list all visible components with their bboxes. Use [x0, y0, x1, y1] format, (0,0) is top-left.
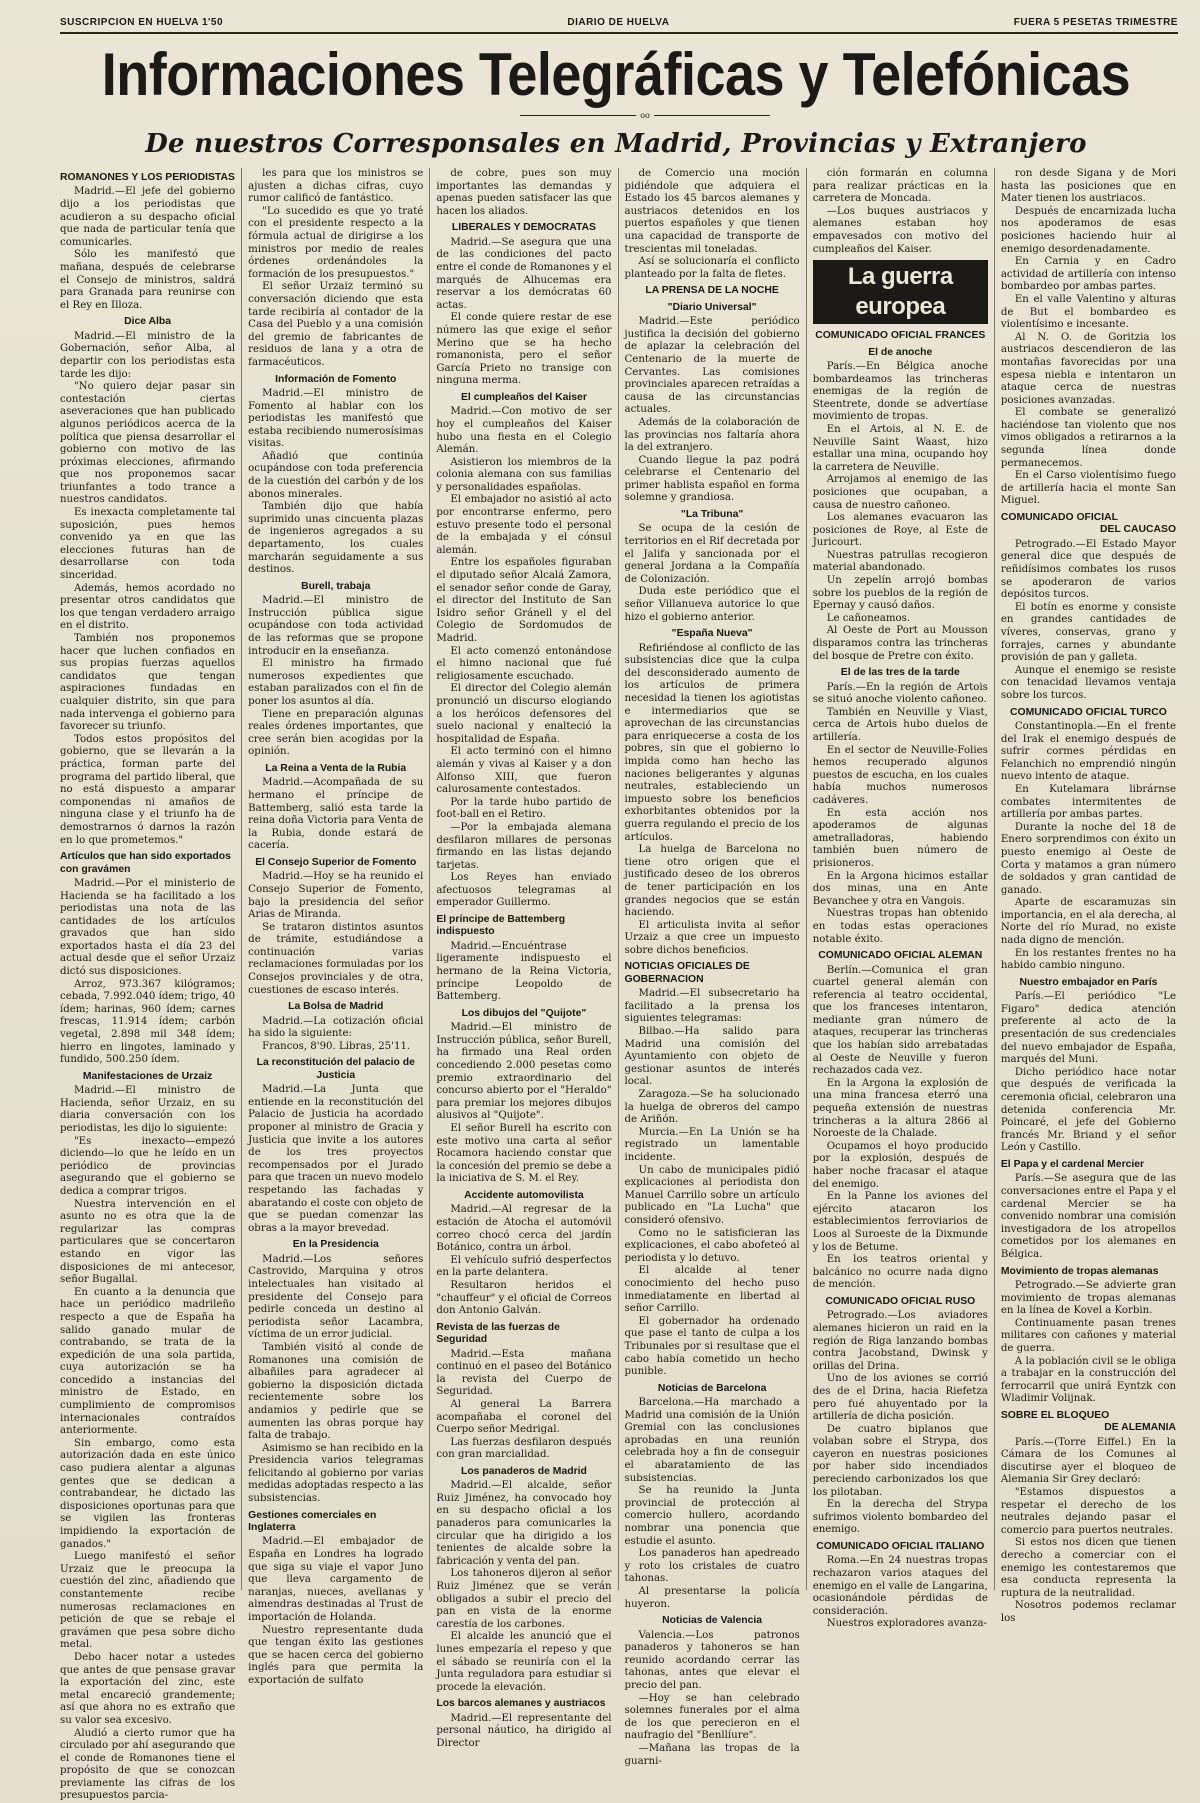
paragraph: Madrid.—El ministro de la Gobernación, señor Alba, al departir con los periodistas esta tarde les dijo:: [60, 331, 235, 381]
paragraph: —Los buques austriacos y alemanes estaban hoy empavesados con motivo del cumpleaños del Kaiser.: [813, 206, 988, 256]
paragraph: El conde quiere restar de ese número las que exige el señor Merino que se ha hecho romanonista, pero el señor García Prieto no transige con ninguna merma.: [436, 312, 611, 388]
headline: La Reina a Venta de la Rubia: [248, 763, 423, 775]
paragraph: Al presentarse la policía huyeron.: [625, 1586, 800, 1611]
paragraph: El ministro ha firmado numerosos expedientes que estaban paralizados con el fin de poner los asuntos al día.: [248, 658, 423, 708]
paragraph: "No quiero dejar pasar sin contestación ciertas aseveraciones que han publicado algunos periódicos acerca de la política que piensa desarrollar el gobierno con motivo de las próximas elecciones, afirmando que nos proponemos sacar triunfantes a todo trance a nuestros candidatos.: [60, 381, 235, 507]
headline: En la Presidencia: [248, 1239, 423, 1251]
paragraph: Dicho periódico hace notar que después de verificada la ceremonia oficial, celebraron una detenida conferencia Mr. Poincaré, el jefe del Gobierno francés Mr. Briand y el señor León y Castillo.: [1001, 1067, 1176, 1155]
paragraph: Berlín.—Comunica el gran cuartel general alemán con referencia al teatro occidental, que los franceses intentaron, mediante gran número de ataques, recuperar las trincheras que los habían sido arrebatadas al Oeste de Neuville y fueron rechazados cada vez.: [813, 965, 988, 1078]
paragraph: El acto terminó con el himno alemán y vivas al Kaiser y a don Alfonso XIII, que fueron calurosamente contestados.: [436, 746, 611, 796]
paragraph: Añadió que continúa ocupándose con toda preferencia de la cuestión del carbón y de los abonos minerales.: [248, 451, 423, 501]
paragraph: Zaragoza.—Se ha solucionado la huelga de obreros del campo de Ariñón.: [625, 1089, 800, 1127]
article-columns: [60, 168, 1182, 1590]
title-divider: [520, 110, 770, 120]
paragraph: Después de encarnizada lucha nos apoderamos de esas posiciones haciendo huir al enemigo desordenadamente.: [1001, 206, 1176, 256]
paragraph: París.—(Torre Eiffel.) En la Cámara de los Comunes al discutirse ayer el bloqueo de Alemania Sir Grey declaró:: [1001, 1437, 1176, 1487]
paragraph: En el Carso violentísimo fuego de artillería hacia el monte San Miguel.: [1001, 470, 1176, 508]
paragraph: Madrid.—Esta mañana continuó en el paseo del Botánico la revista del Cuerpo de Seguridad.: [436, 1349, 611, 1399]
paragraph: También en Neuville y Viast, cerca de Artois hubo duelos de artillería.: [813, 707, 988, 745]
paragraph: Como no le satisficieran las explicaciones, el cabo abofeteó al periodista y lo detuvo.: [625, 1228, 800, 1266]
headline-line: DEL CAUCASO: [1001, 524, 1176, 536]
paragraph: Madrid.—Al regresar de la estación de Atocha el automóvil correo chocó cerca del jardín Botánico, contra un árbol.: [436, 1204, 611, 1254]
paragraph: Asimismo se han recibido en la Presidencia varios telegramas felicitando al gobierno por varias medidas adoptadas respecto a las subsistencias.: [248, 1443, 423, 1506]
paragraph: Uno de los aviones se corrió des de el Drina, hacia Riefetza pero fué ahuyentado por la artillería de dicha posición.: [813, 1373, 988, 1423]
paragraph: Madrid.—El alcalde, señor Ruiz Jiménez, ha convocado hoy en su despacho oficial a los panaderos para comunicarles la circular que ha dirigido a los tenientes de alcalde sobre la fabricación y venta del pan.: [436, 1480, 611, 1568]
paragraph: Durante la noche del 18 de Enero sorprendimos con éxito un puesto enemigo al Oeste de Corta y matamos a gran número de soldados y gran cantidad de ganado.: [1001, 822, 1176, 898]
paragraph: Si estos nos dicen que tienen derecho a comerciar con el enemigo les contestaremos que esa conducta representa la ruptura de la neutralidad.: [1001, 1537, 1176, 1600]
headline: [1001, 512, 1176, 537]
paragraph: En esta acción nos apoderamos de algunas ametralladoras, habiendo también buen número de prisioneros.: [813, 808, 988, 871]
paragraph: En la derecha del Strypa sufrimos violento bombardeo del enemigo.: [813, 1499, 988, 1537]
paragraph: Barcelona.—Ha marchado a Madrid una comisión de la Unión Gremial con las conclusiones aprobadas en una reunión celebrada hoy a fin de conseguir el abaratamiento de las subsistencias.: [625, 1397, 800, 1485]
paragraph: El señor Urzaiz terminó su conversación diciendo que esta tarde recibiría al contador de la Casa del Pueblo y a una comisión del gremio de fabricantes de residuos de lana y a otra de farmacéuticos.: [248, 281, 423, 369]
headline: COMUNICADO OFICIAL RUSO: [813, 1296, 988, 1308]
column-1: [60, 168, 241, 1590]
paragraph: Nuestro representante duda que tengan éxito las gestiones que se hacen cerca del gobierno inglés para que permita la exportación de sulfato: [248, 1625, 423, 1688]
paragraph: Se ha reunido la Junta provincial de protección al comercio hullero, acordando nombrar una ponencia que estudie el asunto.: [625, 1485, 800, 1548]
paragraph: París.—En Bélgica anoche bombardeamos las trincheras enemigas de la región de Steentrete, donde se advertíase movimiento de tropas.: [813, 361, 988, 424]
paragraph: Al Oeste de Port au Mousson disparamos contra las trincheras del bosque de Pretre con éxito.: [813, 625, 988, 663]
paragraph: Además de la colaboración de las provincias nos faltaría ahora la del extranjero.: [625, 417, 800, 455]
headline: COMUNICADO OFICIAL ALEMAN: [813, 950, 988, 962]
paragraph: "Estamos dispuestos a respetar el derecho de los neutrales dejando pasar el comercio para puertos neutrales.: [1001, 1487, 1176, 1537]
page-title: Informaciones Telegráficas y Telefónicas: [52, 38, 1180, 112]
headline: Movimiento de tropas alemanas: [1001, 1266, 1176, 1278]
page-subtitle: De nuestros Corresponsales en Madrid, Provincias y Extranjero: [52, 124, 1180, 164]
paragraph: El alcalde al tener conocimiento del hecho puso inmediatamente en libertad al señor Carrillo.: [625, 1265, 800, 1315]
paragraph: Se ocupa de la cesión de territorios en el Rif decretada por el Jalifa y sancionada por el general Jordana a la Compañía de Colonización.: [625, 523, 800, 586]
column-4: [618, 168, 806, 1590]
paragraph: Madrid.—El ministro de Hacienda, señor Urzaiz, en su diaria conversación con los periodistas, les dijo lo siguiente:: [60, 1085, 235, 1135]
paragraph: En la Argona la explosión de una mina francesa eterró una pequeña extensión de nuestras trincheras a la altura 2866 al Noroeste de la Chalade.: [813, 1078, 988, 1141]
headline: El Papa y el cardenal Mercier: [1001, 1159, 1176, 1171]
paragraph: También dijo que había suprimido unas cincuenta plazas de ingenieros agregados a su departamento, los cuales marcharán seguidamente a sus destinos.: [248, 501, 423, 577]
paragraph: Madrid.—El ministro de Fomento al hablar con los periodistas les manifestó que estaba recibiendo numerosísimas visitas.: [248, 388, 423, 451]
paragraph: Le cañoneamos.: [813, 613, 988, 626]
paragraph: Ocupamos el hoyo producido por la explosión, después de haber noche fracasar el ataque del enemigo.: [813, 1141, 988, 1191]
paragraph: Madrid.—Encuéntrase ligeramente indispuesto el hermano de la Reina Victoria, príncipe Leopoldo de Battemberg.: [436, 941, 611, 1004]
headline: Accidente automovilista: [436, 1190, 611, 1202]
paragraph: Las fuerzas desfilaron después con gran marcialidad.: [436, 1437, 611, 1462]
paragraph: Madrid.—Los señores Castrovido, Marquina y otros intelectuales han visitado al presidente del Consejo para pedirle conceda un destino al periodista señor Lacambra, víctima de un error judicial.: [248, 1254, 423, 1342]
paragraph: En la Panne los aviones del ejército atacaron los establecimientos ferroviarios de Loos al Suroeste de la Dixmunde y los de Betume.: [813, 1191, 988, 1254]
paragraph: En el Artois, al N. E. de Neuville Saint Waast, hizo estallar una mina, ocupando hoy la carretera de Neuville.: [813, 424, 988, 474]
paragraph: Se trataron distintos asuntos de trámite, estudiándose a continuación varias reclamaciones formuladas por los Consejos provinciales y de otra, cuestiones de escaso interés.: [248, 922, 423, 998]
paragraph: Madrid.—Con motivo de ser hoy el cumpleaños del Kaiser hubo una fiesta en el Colegio Alemán.: [436, 406, 611, 456]
headline: "España Nueva": [625, 628, 800, 640]
headline-line: DE ALEMANIA: [1001, 1422, 1176, 1434]
paragraph: Por la tarde hubo partido de foot-ball en el Retiro.: [436, 797, 611, 822]
paragraph: Madrid.—Acompañada de su hermano el príncipe de Battemberg, salió esta tarde la reina doña Victoria para Venta de la Rubia, donde estará de cacería.: [248, 777, 423, 853]
paragraph: "Es inexacto—empezó diciendo—lo que he leído en un periódico de provincias asegurando que el gobierno se dedica a comprar trigos.: [60, 1136, 235, 1199]
subscription-local: SUSCRIPCION EN HUELVA 1'50: [60, 17, 223, 28]
paragraph: En los restantes frentes no ha habido cambio ninguno.: [1001, 948, 1176, 973]
headline: Manifestaciones de Urzaiz: [60, 1071, 235, 1083]
paragraph: Refiriéndose al conflicto de las subsistencias dice que la culpa del desconsiderado aumento de los artículos de primera necesidad la tienen los agiotistas e intermediarios que se aprovechan de las circunstancias para enriquecerse a costa de los pobres, sin que el gobierno lo impida como han hecho las naciones beligerantes y algunas neutrales, estableciendo un impuesto sobre los beneficios exhorbitantes obtenidos por la guerra regulando el precio de los artículos.: [625, 643, 800, 845]
paragraph: En el sector de Neuville-Folies hemos recuperado algunos puestos de escucha, en los cuales había muchos numerosos cadáveres.: [813, 745, 988, 808]
paragraph: El combate se generalizó haciéndose tan violento que nos vimos obligados a retirarnos a la segunda línea donde permanecemos.: [1001, 407, 1176, 470]
headline: COMUNICADO OFICIAL TURCO: [1001, 707, 1176, 719]
paragraph: Un zepelín arrojó bombas sobre los pueblos de la región de Epernay y causó daños.: [813, 575, 988, 613]
headline: La Bolsa de Madrid: [248, 1001, 423, 1013]
headline: El príncipe de Battemberg indispuesto: [436, 914, 611, 939]
headline: NOTICIAS OFICIALES DE GOBERNACION: [625, 961, 800, 986]
headline: La reconstitución del palacio de Justicia: [248, 1057, 423, 1082]
paragraph: de cobre, pues son muy importantes las demandas y apenas pueden satisfacer las que hacen los aliados.: [436, 168, 611, 218]
paragraph: En la Argona hicimos estallar dos minas, una en Ante Bevanchee y otra en Vangois.: [813, 871, 988, 909]
paragraph: En Kutelamara librárnse combates intermitentes de artillería por ambas partes.: [1001, 784, 1176, 822]
headline: El cumpleaños del Kaiser: [436, 392, 611, 404]
paragraph: Asistieron los miembros de la colonia alemana con sus familias y personalidades españolas.: [436, 457, 611, 495]
paragraph: París.—El periódico "Le Figaro" dedica atención preferente al acto de la presentación de sus credenciales del nuevo embajador de España, marqués del Muni.: [1001, 991, 1176, 1067]
paragraph: Resultaron heridos el "chauffeur" y el oficial de Correos don Antonio Galván.: [436, 1280, 611, 1318]
paragraph: Madrid.—La Junta que entiende en la reconstitución del Palacio de Justicia ha acordado proponer al ministro de Gracia y Justicia que invite a los autores de los tres proyectos recompensados por el Jurado para que tracen un nuevo modelo respetando las fachadas y abaratando el coste con objeto de que se puedan comenzar las obras a la mayor brevedad.: [248, 1084, 423, 1235]
divider-ornament: oo: [636, 111, 654, 120]
paragraph: Aunque el enemigo se resiste con tenacidad llevamos ventaja sobre los turcos.: [1001, 665, 1176, 703]
headline: [60, 172, 235, 184]
paragraph: Al N. O. de Goritzia los austriacos descendieron de las montañas favorecidas por una espesa niebla e intentaron un ataque cerca de nuestras posiciones avanzadas.: [1001, 332, 1176, 408]
paragraph: "Lo sucedido es que yo traté con el presidente respecto a la fórmula actual de dirigirse a los ministros por medio de reales órdenes ordenándoles la formación de los presupuestos.": [248, 206, 423, 282]
paragraph: de Comercio una moción pidiéndole que adquiera el Estado los 45 barcos alemanes y austriacos detenidos en los puertos españoles y que tienen una capacidad de transporte de trescientas mil toneladas.: [625, 168, 800, 256]
headline: COMUNICADO OFICIAL ITALIANO: [813, 1541, 988, 1553]
paragraph: ron desde Sigana y de Mori hasta las posiciones que en Mater tienen los austriacos.: [1001, 168, 1176, 206]
paragraph: El director del Colegio alemán pronunció un discurso elogiando a los heróicos defensores del suelo nacional y enalteció la hospitalidad de España.: [436, 683, 611, 746]
paragraph: Madrid.—El ministro de Instrucción pública sigue ocupándose con toda actividad de las reformas que se propone introducir en la enseñanza.: [248, 595, 423, 658]
headline: Burell, trabaja: [248, 581, 423, 593]
headline: LIBERALES Y DEMOCRATAS: [436, 222, 611, 234]
paragraph: En los teatros oriental y balcánico no ocurre nada digno de mención.: [813, 1254, 988, 1292]
paragraph: Roma.—En 24 nuestras tropas rechazaron varios ataques del enemigo en el valle de Langarina, ocasionándole pérdidas de consideración.: [813, 1555, 988, 1618]
paragraph: Madrid.—Se asegura que una de las condiciones del pacto entre el conde de Romanones y el marqués de Alhucemas era reservar a los demócratas 60 actas.: [436, 237, 611, 313]
paragraph: Madrid.—La cotización oficial ha sido la siguiente:: [248, 1016, 423, 1041]
paragraph: Constantinopla.—En el frente del Irak el enemigo después de sufrir cormes pérdidas en Felanchich no emprendió ningún nuevo intento de ataque.: [1001, 721, 1176, 784]
paragraph: Madrid.—El embajador de España en Londres ha logrado que siga su viaje el vapor Juno que lleva cargamento de naranjas, nueces, avellanas y almendras destinadas al Trust de importación de Holanda.: [248, 1536, 423, 1624]
headline: Información de Fomento: [248, 374, 423, 386]
paragraph: Nuestra intervención en el asunto no es otra que la de regularizar las compras particulares que se concertaron estando en vigor las disposiciones de mi antecesor, señor Bugallal.: [60, 1199, 235, 1287]
paragraph: Petrogrado.—Se advierte gran movimiento de tropas alemanas en la línea de Kovel a Korbin.: [1001, 1280, 1176, 1318]
paragraph: Continuamente pasan trenes militares con cañones y material de guerra.: [1001, 1318, 1176, 1356]
headline: Revista de las fuerzas de Seguridad: [436, 1322, 611, 1347]
paragraph: Además, hemos acordado no presentar otros candidatos que los que tengan verdadero arraigo en el distrito.: [60, 583, 235, 633]
paragraph: Valencia.—Los patronos panaderos y tahoneros se han reunido acordando cerrar las tahonas, antes que elevar el precio del pan.: [625, 1630, 800, 1693]
headline: Nuestro embajador en París: [1001, 977, 1176, 989]
paragraph: La huelga de Barcelona no tiene otro origen que el justificado deseo de los obreros de tener participación en los grandes negocios que se están haciendo.: [625, 844, 800, 920]
paragraph: A la población civil se le obliga a trabajar en la construcción del ferrocarril que unirá Eyntzk con Wladimir Volijnak.: [1001, 1356, 1176, 1406]
headline: El de las tres de la tarde: [813, 667, 988, 679]
paragraph: Madrid.—Hoy se ha reunido el Consejo Superior de Fomento, bajo la presidencia del señor Arias de Miranda.: [248, 871, 423, 921]
paragraph: El señor Burell ha escrito con este motivo una carta al señor Rocamora haciendo constar que la concesión del premio se debe a la iniciativa de S. M. el Rey.: [436, 1123, 611, 1186]
headline: El de anoche: [813, 347, 988, 359]
paragraph: —Mañana las tropas de la guarni-: [625, 1743, 800, 1768]
paragraph: Aparte de escaramuzas sin importancia, en el ala derecha, al Norte del río Murad, no existe nada digno de mención.: [1001, 897, 1176, 947]
paragraph: Arroz, 973.367 kilógramos; cebada, 7.992.040 ídem; trigo, 40 ídem; harinas, 960 ídem; carnes frescas, 11.914 ídem; carbón vegetal, 2.898 mil 348 ídem; hierro en lingotes, laminado y fundido, 500.250 ídem.: [60, 979, 235, 1067]
headline: Noticias de Barcelona: [625, 1383, 800, 1395]
paragraph: El alcalde les anunció que el lunes empezaría el repeso y que el sábado se reuniría con el la Junta reguladora para estudiar si procede la elevación.: [436, 1631, 611, 1694]
paragraph: El acto comenzó entonándose el himno nacional que fué religiosamente escuchado.: [436, 646, 611, 684]
paragraph: Al general La Barrera acompañaba el coronel del Cuerpo señor Medrigal.: [436, 1399, 611, 1437]
paragraph: Petrogrado.—Los aviadores alemanes hicieron un raid en la región de Riga lanzando bombas contra Jacobstand, Dwinsk y orillas del Drina.: [813, 1310, 988, 1373]
headline: Dice Alba: [60, 316, 235, 328]
headline-text: ROMANONES Y LOS PERIODISTAS: [60, 172, 235, 183]
headline: Artículos que han sido exportados con gravámen: [60, 851, 235, 876]
paragraph: El embajador no asistió al acto por encontrarse enfermo, pero estuvo presente todo el personal de la embajada y el cónsul alemán.: [436, 494, 611, 557]
paragraph: Sin embargo, como esta autorización dada en este único caso pudiera alentar a algunas gentes que se dedican a contrabandear, he dictado las disposiciones oportunas para que se vigilen las fronteras impidiendo la exportación de ganados.": [60, 1438, 235, 1551]
column-3: [429, 168, 617, 1590]
paragraph: Aludió a cierto rumor que ha circulado por ahí asegurando que el conde de Romanones tiene el propósito de que se conozcan previamente las cifras de los presupuestos parcia-: [60, 1728, 235, 1803]
paragraph: Los panaderos han apedreado y roto los cristales de cuatro tahonas.: [625, 1548, 800, 1586]
headline: "La Tribuna": [625, 509, 800, 521]
paragraph: París.—En la región de Artois se situó anoche violento cañoneo.: [813, 682, 988, 707]
paragraph: Madrid.—El jefe del gobierno dijo a los periodistas que acudieron a su despacho oficial que nada de particular tenía que comunicarles.: [60, 186, 235, 249]
paragraph: Petrogrado.—El Estado Mayor general dice que después de reñidísimos combates los rusos se apoderaron de varios depósitos turcos.: [1001, 539, 1176, 602]
paragraph: —Hoy se han celebrado solemnes funerales por el alma de los que perecieron en el naufragio del "Benllíure".: [625, 1693, 800, 1743]
paragraph: También visitó al conde de Romanones una comisión de albañiles para agradecer al gobierno la disposición dictada recientemente sobre los andamios y pedirle que se aumenten las obras porque hay falta de trabajo.: [248, 1342, 423, 1443]
paragraph: En el valle Valentino y alturas de But el bombardeo es violentísimo e incesante.: [1001, 294, 1176, 332]
paragraph: ción formarán en columna para realizar prácticas en la carretera de Moncada.: [813, 168, 988, 206]
paragraph: Madrid.—Este periódico justifica la decisión del gobierno de aplazar la celebración del Centenario de la muerte de Cervantes. Las comisiones provinciales aparecen retraídas a causa de las circunstancias actuales.: [625, 316, 800, 417]
paragraph: También nos proponemos hacer que luchen confiados en sus propias fuerzas aquellos candidatos que tengan aspiraciones fundadas en cualquier distrito, sin que para nada intervenga el gobierno para favorecer su triunfo.: [60, 633, 235, 734]
column-2: [241, 168, 429, 1590]
paragraph: En Carnia y en Cadro actividad de artillería con intenso bombardeo por ambas partes.: [1001, 256, 1176, 294]
paragraph: Luego manifestó el señor Urzaiz que le preocupa la cuestión del zinc, añadiendo que constantemente recibe numerosas reclamaciones en petición de que se rebaje el gravámen que pesa sobre dicho metal.: [60, 1551, 235, 1652]
headline-line: COMUNICADO OFICIAL: [1001, 512, 1118, 523]
paragraph: De cuatro biplanos que volaban sobre el Strypa, dos cayeron en nuestras posiciones por haber sido incendiados pereciendo carbonizados los que los pilotaban.: [813, 1424, 988, 1500]
paragraph: Es inexacta completamente tal suposición, pues hemos convenido ya en que las elecciones futuras han de desarrollarse con toda sinceridad.: [60, 507, 235, 583]
paragraph: Madrid.—El subsecretario ha facilitado a la prensa los siguientes telegramas:: [625, 988, 800, 1026]
paragraph: Cuando llegue la paz podrá celebrarse el Centenario del primer hablista español en forma solemne y grandiosa.: [625, 455, 800, 505]
headline: "Diario Universal": [625, 302, 800, 314]
paragraph: Francos, 8'90. Libras, 25'11.: [248, 1041, 423, 1054]
column-5: [806, 168, 994, 1590]
section-banner: La guerra europea: [813, 260, 988, 324]
paragraph: Así se solucionaría el conflicto planteado por la falta de fletes.: [625, 256, 800, 281]
running-head: [60, 14, 1178, 34]
paragraph: Tiene en preparación algunas reales órdenes importantes, que cree serán bien acogidas por la opinión.: [248, 709, 423, 759]
paragraph: Arrojamos al enemigo de las posiciones que ocupaban, a causa de nuestro cañoneo.: [813, 474, 988, 512]
paragraph: Nosotros podemos reclamar los: [1001, 1600, 1176, 1625]
paragraph: El botín es enorme y consiste en grandes cantidades de víveres, conservas, grano y forrajes, carnes y abundante provisión de pan y galleta.: [1001, 602, 1176, 665]
paragraph: Los tahoneros dijeron al señor Ruiz Jiménez que se verán obligados a subir el precio del pan en vista de la enorme carestía de los carbones.: [436, 1568, 611, 1631]
paragraph: Madrid.—El ministro de Instrucción pública, señor Burell, ha firmado una Real orden concediendo 2.000 pesetas como premio extraordinario del concurso abierto por el "Heraldo" para premiar los mejores dibujos alusivos al "Quijote".: [436, 1022, 611, 1123]
paragraph: Los alemanes evacuaron las posiciones de Roye, al Este de Juricourt.: [813, 512, 988, 550]
headline: [1001, 1410, 1176, 1435]
paragraph: Nuestras patrullas recogieron material abandonado.: [813, 550, 988, 575]
headline: LA PRENSA DE LA NOCHE: [625, 285, 800, 297]
paragraph: Nuestras tropas han obtenido en todas estas operaciones notable éxito.: [813, 908, 988, 946]
paragraph: Duda este periódico que el señor Villanueva autorice lo que hizo el gobierno anterior.: [625, 586, 800, 624]
masthead-name: DIARIO DE HUELVA: [567, 17, 669, 28]
paragraph: Sólo les manifestó que mañana, después de celebrarse el Consejo de ministros, saldrá para Granada para reunirse con el Rey en Illoza.: [60, 249, 235, 312]
paragraph: Debo hacer notar a ustedes que antes de que pensase gravar la exportación del zinc, este metal encareció grandemente; así que ahora no es extraño que su valor sea excesivo.: [60, 1652, 235, 1728]
headline: El Consejo Superior de Fomento: [248, 857, 423, 869]
paragraph: El articulista invita al señor Urzaiz a que cree un impuesto sobre dichos beneficios.: [625, 920, 800, 958]
paragraph: En cuanto a la denuncia que hace un periódico madrileño respecto a que de España ha salido ganado mular de contrabando, se trata de la expedición de una sola partida, cuya autorización se ha concedido a instancias del ministro de Estado, en cumplimiento de compromisos internacionales contraídos anteriormente.: [60, 1287, 235, 1438]
column-6: [994, 168, 1182, 1590]
paragraph: El gobernador ha ordenado que pase el tanto de culpa a los Tribunales por si resultase que el cabo había cometido un hecho punible.: [625, 1316, 800, 1379]
paragraph: Madrid.—Por el ministerio de Hacienda se ha facilitado a los periodistas una nota de las cantidades de los artículos gravados que han sido exportados hasta el día 23 del actual desde que el señor Urzaiz dictó sus disposiciones.: [60, 878, 235, 979]
headline: Los barcos alemanes y austriacos: [436, 1698, 611, 1710]
subscription-outside: FUERA 5 PESETAS TRIMESTRE: [1014, 17, 1178, 28]
paragraph: Todos estos propósitos del gobierno, que se llevarán a la práctica, forman parte del programa del partido liberal, que no está dispuesto a amparar componendas ni amaños de ninguna clase y el triunfo ha de demostrarnos ó darnos la razón en lo que prometemos.": [60, 734, 235, 847]
paragraph: Madrid.—El representante del personal náutico, ha dirigido al Director: [436, 1713, 611, 1751]
paragraph: —Por la embajada alemana desfilaron millares de personas firmando en las listas dejando tarjetas.: [436, 822, 611, 872]
paragraph: París.—Se asegura que de las conversaciones entre el Papa y el cardenal Mercier se ha convenido nombrar una comisión investigadora de los atropellos cometidos por los alemanes en Bélgica.: [1001, 1173, 1176, 1261]
paragraph: Murcia.—En La Unión se ha registrado un lamentable incidente.: [625, 1127, 800, 1165]
paragraph: Nuestros exploradores avanza-: [813, 1618, 988, 1631]
paragraph: El vehículo sufrió desperfectos en la parte delantera.: [436, 1255, 611, 1280]
headline: Gestiones comerciales en Inglaterra: [248, 1510, 423, 1535]
paragraph: Un cabo de municipales pidió explicaciones al periodista don Manuel Carrillo sobre un artículo publicado en "La Lucha" que consideró ofensivo.: [625, 1165, 800, 1228]
headline: Noticias de Valencia: [625, 1615, 800, 1627]
headline: Los panaderos de Madrid: [436, 1466, 611, 1478]
paragraph: les para que los ministros se ajusten a dichas cifras, cuyo rumor calificó de fantástico.: [248, 168, 423, 206]
headline-line: SOBRE EL BLOQUEO: [1001, 1410, 1109, 1421]
paragraph: Bilbao.—Ha salido para Madrid una comisión del Ayuntamiento con objeto de gestionar asuntos de interés local.: [625, 1026, 800, 1089]
headline: Los dibujos del "Quijote": [436, 1008, 611, 1020]
headline: COMUNICADO OFICIAL FRANCES: [813, 330, 988, 342]
paragraph: Los Reyes han enviado afectuosos telegramas al emperador Guillermo.: [436, 872, 611, 910]
paragraph: Entre los españoles figuraban el diputado señor Alcalá Zamora, el senador señor conde de Garay, el director del Instituto de San Isidro señor Gránell y el del Colegio de Sordomudos de Madrid.: [436, 557, 611, 645]
